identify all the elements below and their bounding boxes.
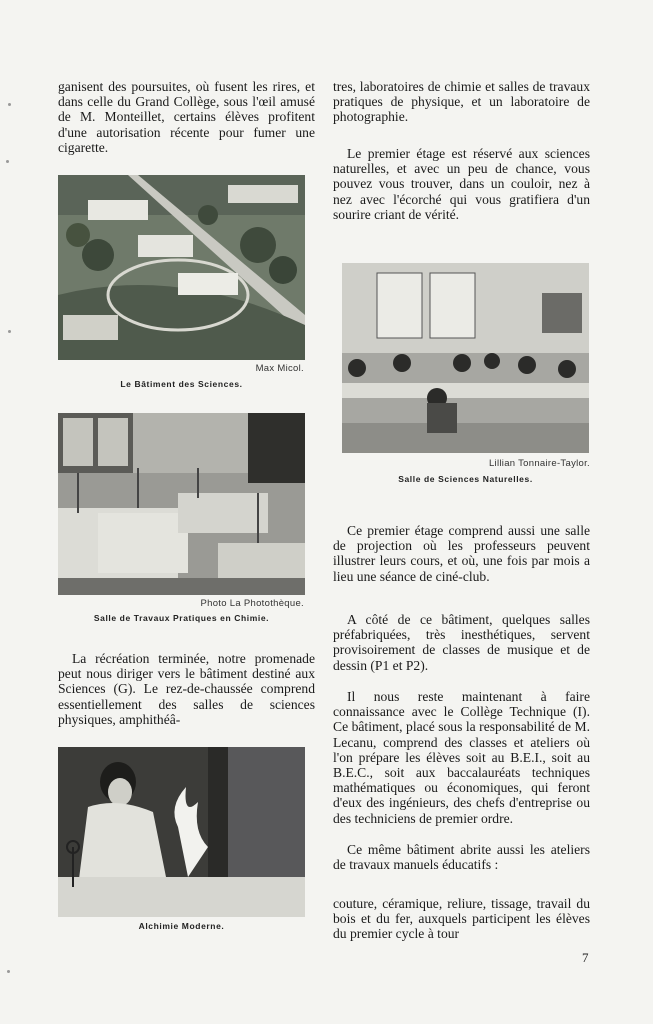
- alchemy-photo-illustration: [58, 747, 305, 917]
- aerial-photo-illustration: [58, 175, 305, 360]
- photo1-caption: Le Bâtiment des Sciences.: [120, 379, 243, 389]
- left-paragraph-1: ganisent des poursuites, où fusent les rires, et dans celle du Grand Collège, sous l'œil amusé de M. Monteillet, certains élèves profitent d'une autorisation récente pour fumer une cigarette.: [58, 79, 315, 155]
- scan-mark: [6, 160, 9, 163]
- photo1-credit: Max Micol.: [255, 363, 304, 374]
- scan-mark: [7, 970, 10, 973]
- scan-mark: [8, 330, 11, 333]
- right-paragraph-1: tres, laboratoires de chimie et salles de travaux pratiques de physique, et un laboratoire de photographie.: [333, 79, 590, 125]
- photo-chemistry-lab: [58, 413, 305, 595]
- photo4-caption: Salle de Sciences Naturelles.: [398, 474, 533, 484]
- page-number: 7: [582, 950, 589, 965]
- right-paragraph-5: Il nous reste maintenant à faire connaissance avec le Collège Technique (I). Ce bâtiment, placé sous la responsabilité de M. Lecanu, comprend des classes et ateliers où l'on prépare les élèves soit au B.E.I., soit au B.E.C., soit aux baccalauréats techniques mathématiques ou économiques, qui feront d'eux des ingénieurs, des chefs d'entreprise ou des techniciens de premier ordre.: [333, 689, 590, 826]
- scan-mark: [8, 103, 11, 106]
- photo2-credit: Photo La Photothèque.: [200, 598, 304, 609]
- photo3-caption: Alchimie Moderne.: [138, 921, 225, 931]
- photo4-credit: Lillian Tonnaire-Taylor.: [488, 458, 590, 469]
- right-paragraph-2: Le premier étage est réservé aux sciences naturelles, et avec un peu de chance, vous pouvez vous trouver, dans un couloir, nez à nez avec l'écorché qui vous gratifiera d'un sourire criant de vérité.: [333, 146, 590, 222]
- right-paragraph-6: Ce même bâtiment abrite aussi les ateliers de travaux manuels éducatifs :: [333, 842, 590, 873]
- photo-natural-sciences-room: [342, 263, 589, 453]
- right-paragraph-3: Ce premier étage comprend aussi une salle de projection où les professeurs peuvent illustrer leurs cours, et où, une fois par mois a lieu une séance de ciné-club.: [333, 523, 590, 584]
- photo-science-building-aerial: [58, 175, 305, 360]
- left-paragraph-2: La récréation terminée, notre promenade peut nous diriger vers le bâtiment destiné aux Sciences (G). Le rez-de-chaussée comprend essentiellement des salles de sciences physiques, amphithéâ-: [58, 651, 315, 727]
- photo2-caption: Salle de Travaux Pratiques en Chimie.: [93, 613, 270, 623]
- right-paragraph-4: A côté de ce bâtiment, quelques salles préfabriquées, très inesthétiques, servent provisoirement de classes de musique et de dessin (P1 et P2).: [333, 612, 590, 673]
- lab-photo-illustration: [58, 413, 305, 595]
- classroom-photo-illustration: [342, 263, 589, 453]
- photo-modern-alchemy: [58, 747, 305, 917]
- right-paragraph-7: couture, céramique, reliure, tissage, travail du bois et du fer, auxquels participent les élèves du premier cycle à tour: [333, 896, 590, 942]
